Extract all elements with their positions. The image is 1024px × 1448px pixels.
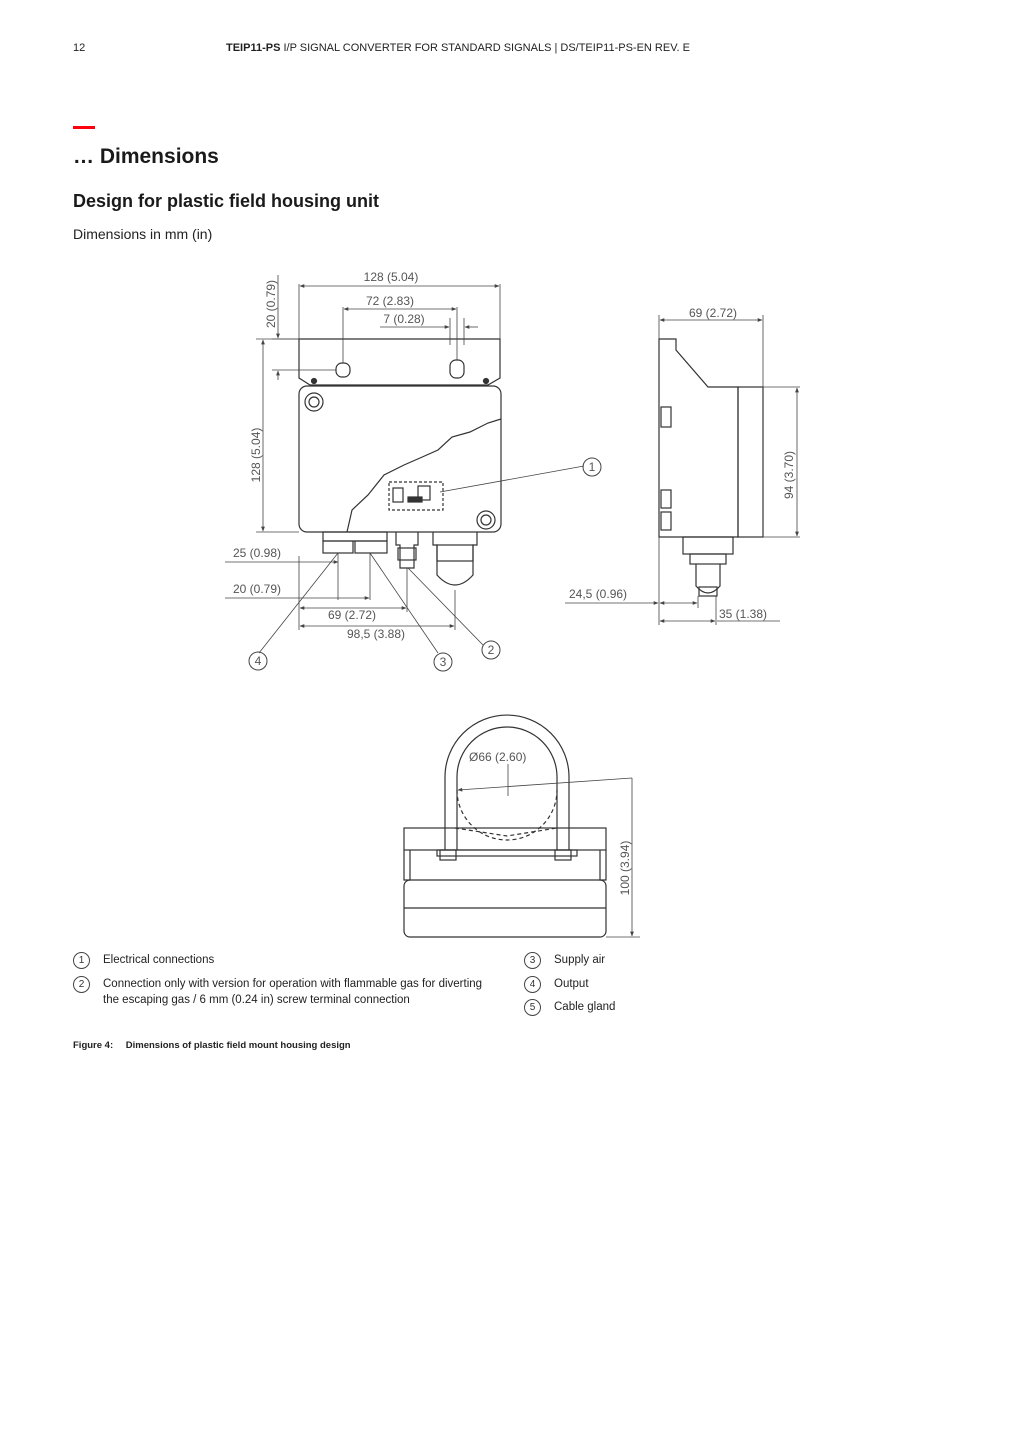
pipe-bracket-view <box>404 715 606 937</box>
dim-side-height: 94 (3.70) <box>782 450 796 500</box>
dim-height: 128 (5.04) <box>249 427 263 483</box>
legend-number: 4 <box>524 976 541 993</box>
dim-side-depth: 69 (2.72) <box>688 306 738 320</box>
legend-item <box>524 976 724 993</box>
callout-2: 2 <box>487 643 495 657</box>
legend-item <box>73 976 493 1008</box>
legend-item <box>73 952 493 969</box>
side-view <box>659 339 763 596</box>
legend-item <box>524 952 724 969</box>
front-dimension-lines <box>225 275 584 653</box>
legend-text: Connection only with version for operation with flammable gas for diverting the escaping gas / 6 mm (0.24 in) screw terminal connection <box>103 978 483 1006</box>
figure-caption-text: Dimensions of plastic field mount housing design <box>125 1040 351 1051</box>
dim-top-offset: 20 (0.79) <box>264 279 278 329</box>
dim-slot-width: 7 (0.28) <box>383 312 425 326</box>
legend-text: Output <box>554 978 589 990</box>
document-title-rest: I/P SIGNAL CONVERTER FOR STANDARD SIGNALS | DS/TEIP11-PS-EN REV. E <box>280 42 690 54</box>
product-name: TEIP11-PS <box>226 42 281 54</box>
front-view <box>299 339 501 585</box>
section-heading: … Dimensions <box>73 145 219 168</box>
legend-item <box>524 999 724 1016</box>
callout-labels <box>255 460 596 669</box>
dim-width-overall: 128 (5.04) <box>363 270 419 284</box>
dim-gland-width: 35 (1.38) <box>719 607 768 621</box>
dim-port-spacing-2: 98,5 (3.88) <box>346 627 406 641</box>
dim-pipe-diameter: Ø66 (2.60) <box>469 750 527 764</box>
dim-slot-spacing: 72 (2.83) <box>365 294 415 308</box>
callout-3: 3 <box>439 655 447 669</box>
dim-gland-offset: 24,5 (0.96) <box>569 587 628 601</box>
legend-number: 5 <box>524 999 541 1016</box>
callout-markers <box>249 458 601 671</box>
legend-number: 2 <box>73 976 90 993</box>
callout-4: 4 <box>254 654 262 668</box>
dim-port-spacing-1: 69 (2.72) <box>327 608 377 622</box>
dim-bracket-height: 100 (3.94) <box>618 840 632 896</box>
page-number: 12 <box>73 42 86 54</box>
dim-supply-offset: 20 (0.79) <box>233 582 282 596</box>
dimension-labels <box>233 270 796 895</box>
legend-number: 3 <box>524 952 541 969</box>
figure-caption <box>73 1040 351 1051</box>
legend-text: Electrical connections <box>103 954 215 966</box>
callout-1: 1 <box>588 460 596 474</box>
section-subheading: Design for plastic field housing unit <box>73 191 380 211</box>
figure-label: Figure 4: <box>73 1040 114 1051</box>
legend-number: 1 <box>73 952 90 969</box>
legend-text: Supply air <box>554 954 606 966</box>
units-note: Dimensions in mm (in) <box>73 226 213 242</box>
legend-text: Cable gland <box>554 1001 616 1013</box>
dim-output-offset: 25 (0.98) <box>233 546 282 560</box>
